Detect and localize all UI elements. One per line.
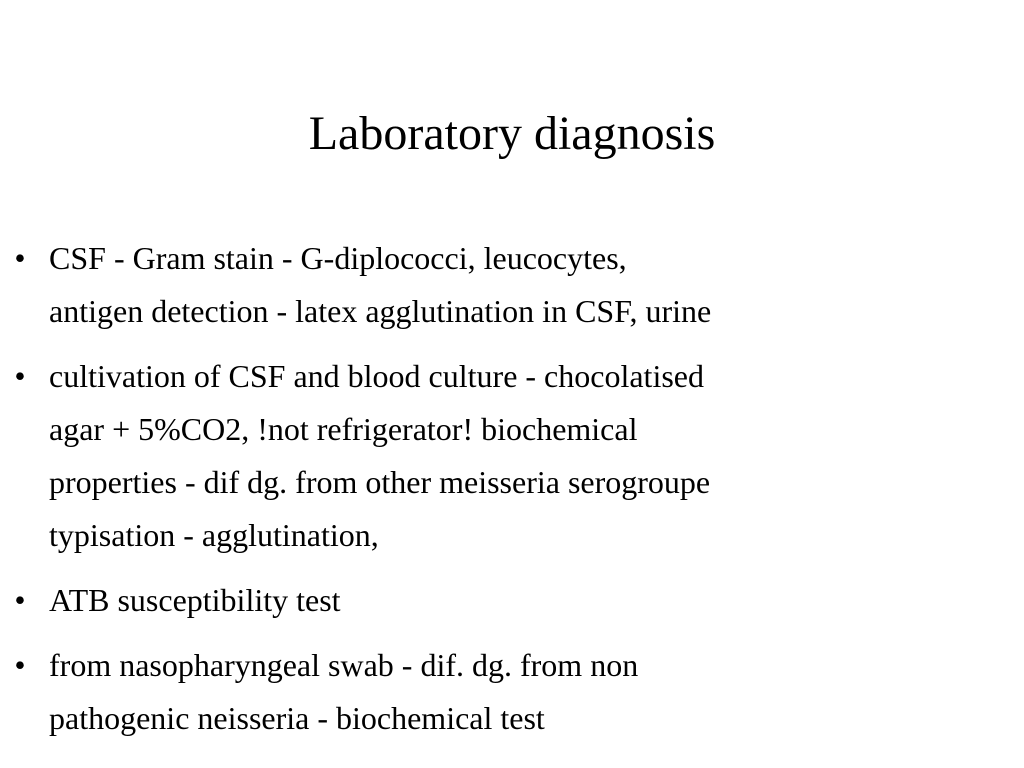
bullet-item-csf-gram-stain (8, 232, 1008, 338)
bullet-line: agar + 5%CO2, !not refrigerator! biochemical (49, 411, 638, 447)
bullet-line: typisation - agglutination, (49, 517, 379, 553)
bullet-dot-icon: • (14, 582, 26, 618)
bullet-line: CSF - Gram stain - G-diplococci, leucocytes, (49, 240, 627, 276)
bullet-dot-icon: • (14, 240, 26, 276)
bullet-line: from nasopharyngeal swab - dif. dg. from non (49, 647, 639, 683)
bullet-line: cultivation of CSF and blood culture - chocolatised (49, 358, 704, 394)
bullet-line: pathogenic neisseria - biochemical test (49, 700, 545, 736)
bullet-item-nasopharyngeal-swab (8, 639, 1008, 745)
bullet-dot-icon: • (14, 358, 26, 394)
bullet-line: antigen detection - latex agglutination in CSF, urine (49, 293, 712, 329)
bullet-item-atb-susceptibility (8, 574, 1008, 627)
bullet-dot-icon: • (14, 647, 26, 683)
slide-title: Laboratory diagnosis (308, 107, 716, 160)
bullet-list (8, 232, 1008, 757)
bullet-item-cultivation (8, 350, 1008, 562)
bullet-line: properties - dif dg. from other meisseria serogroupe (49, 464, 711, 500)
bullet-line: ATB susceptibility test (49, 582, 341, 618)
